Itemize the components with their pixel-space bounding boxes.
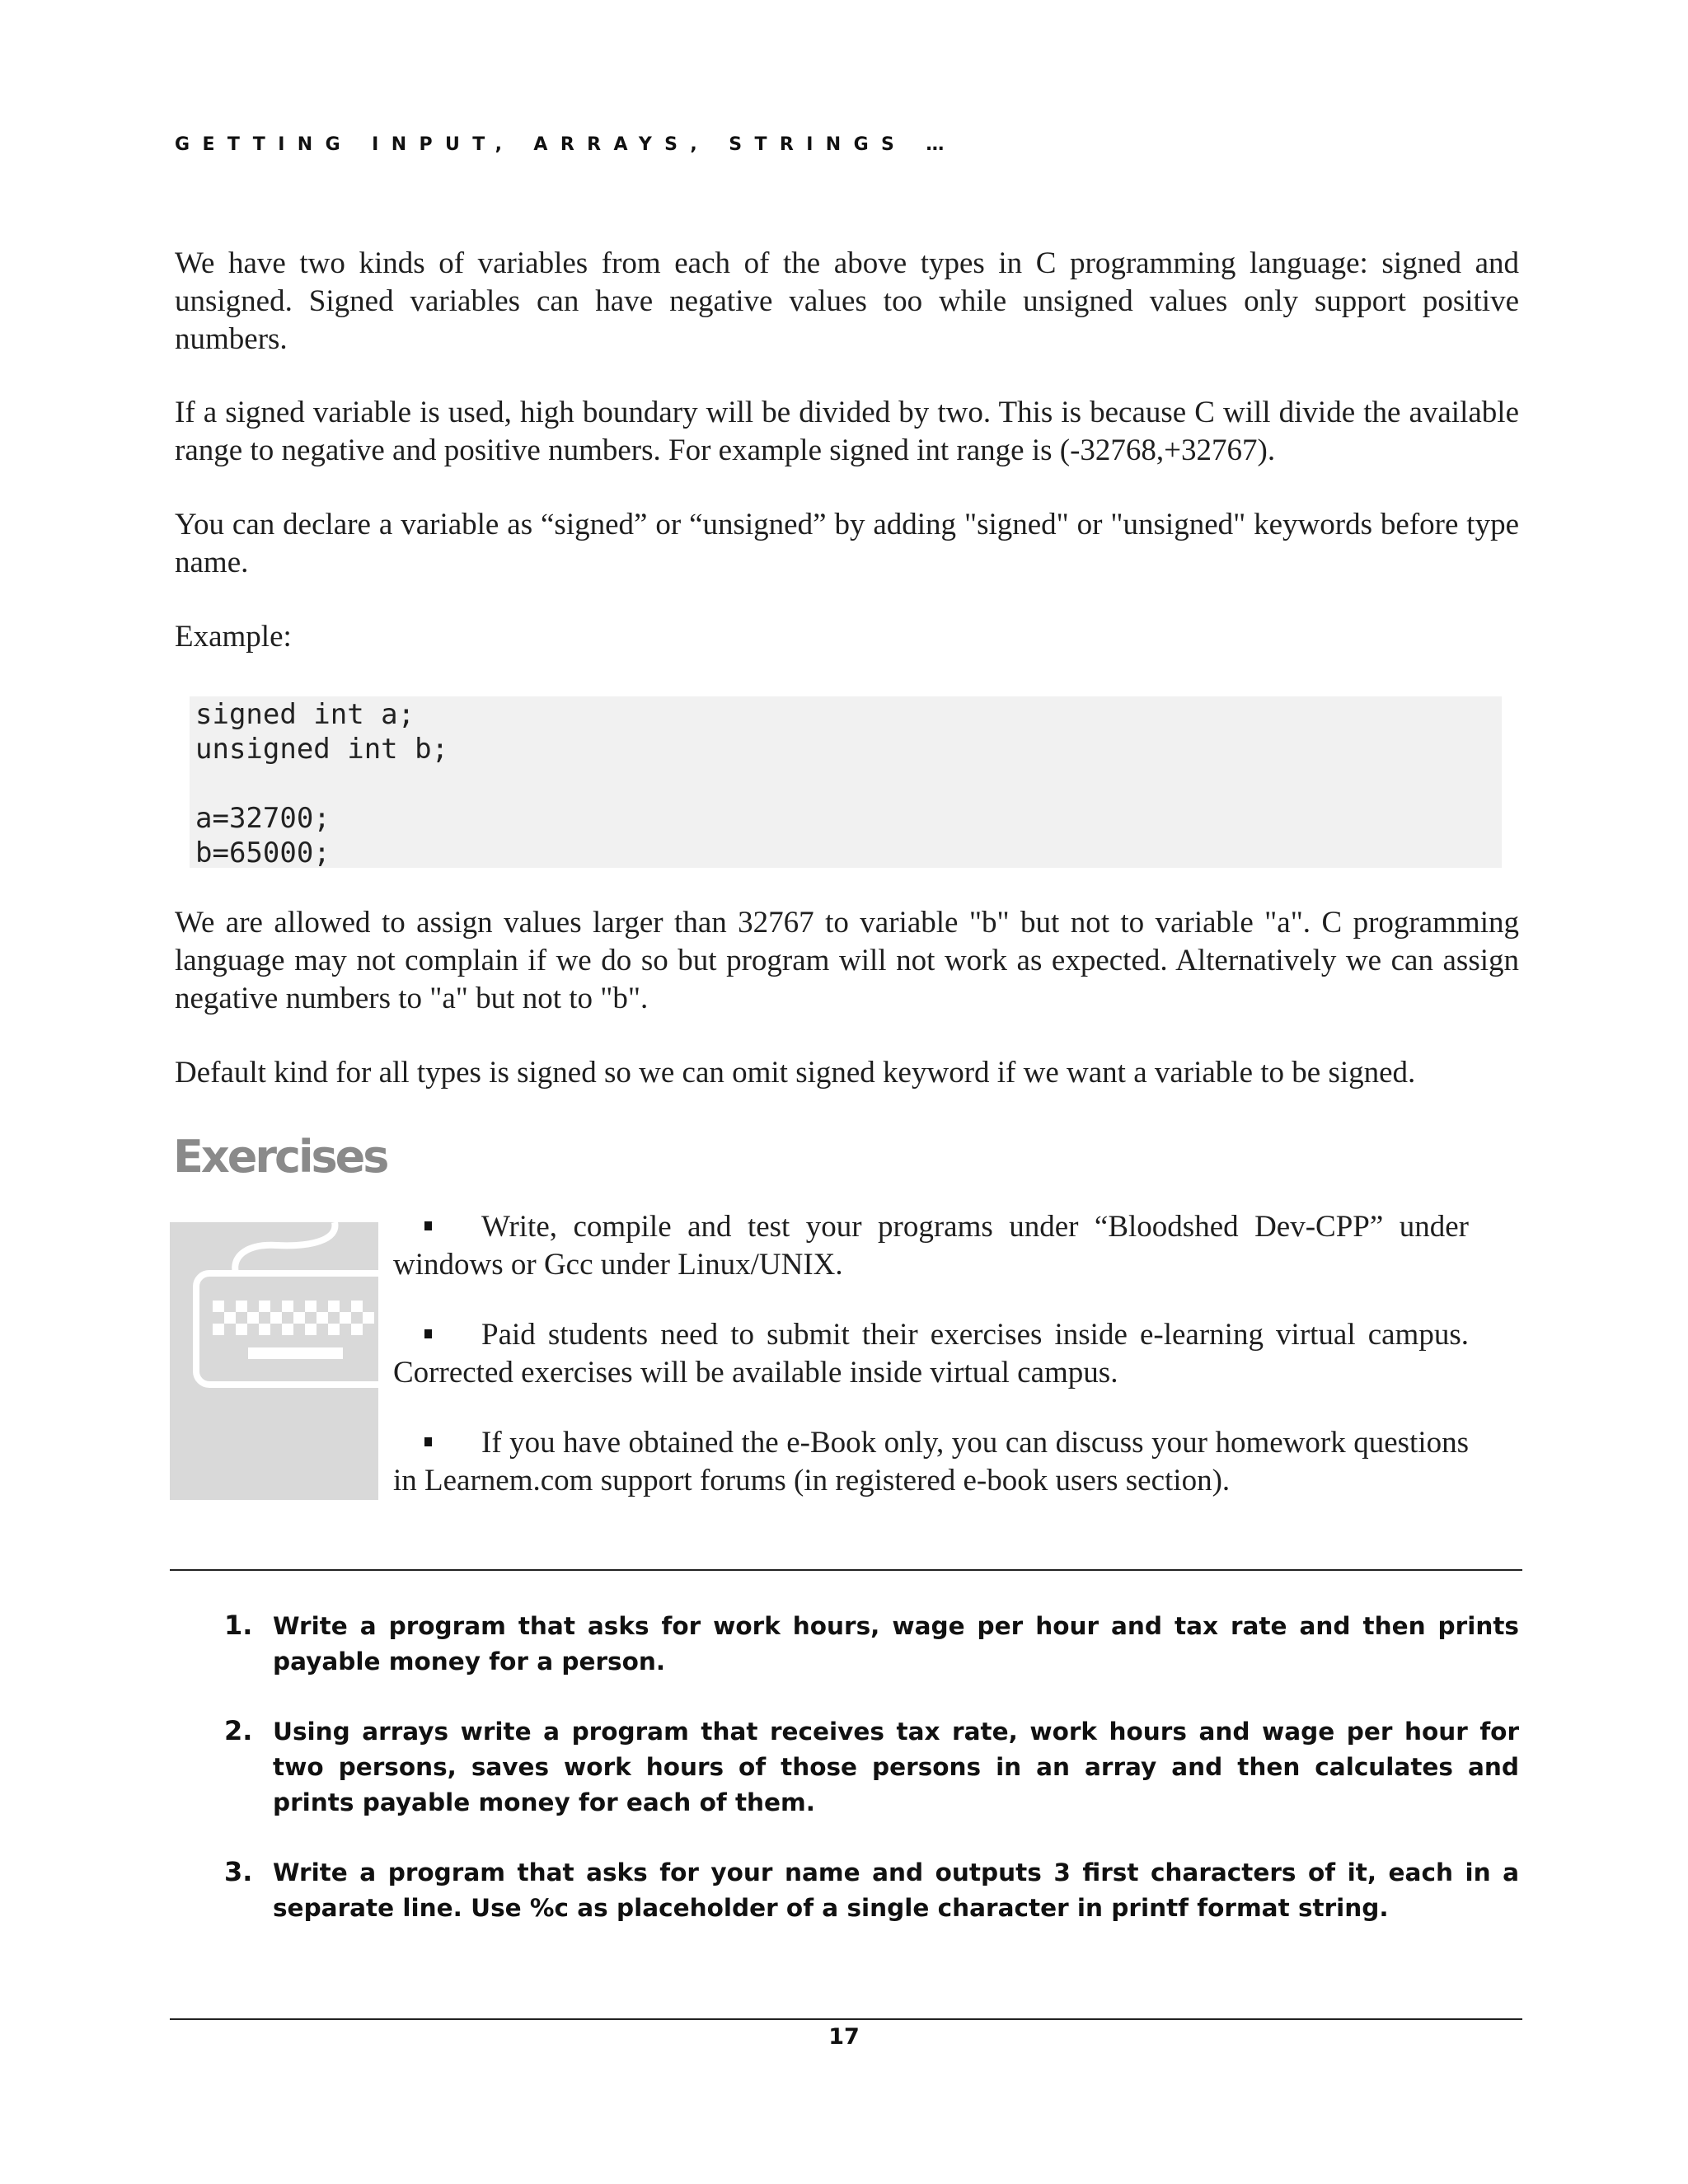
- code-line: b=65000;: [195, 837, 331, 869]
- bullet-square-icon: [424, 1329, 432, 1338]
- keyboard-icon: [170, 1222, 378, 1500]
- paragraph-declare: You can declare a variable as “signed” or “unsigned” by adding "signed" or "unsigned" keywords before type name.: [175, 508, 1519, 579]
- paragraph-example-label: Example:: [175, 620, 292, 654]
- exercise-text: Write a program that asks for work hours, wage per hour and tax rate and then prints payable money for a person.: [273, 1612, 1519, 1675]
- bullet-square-icon: [424, 1221, 432, 1230]
- exercises-heading: Exercises: [173, 1131, 387, 1183]
- exercise-number: 3.: [224, 1856, 253, 1887]
- divider: [170, 1569, 1522, 1571]
- running-header: GETTING INPUT, ARRAYS, STRINGS …: [175, 134, 957, 155]
- exercise-instruction: Paid students need to submit their exercises inside e-learning virtual campus. Corrected exercises will be available inside virtual campus.: [393, 1318, 1469, 1390]
- code-line: unsigned int b;: [195, 733, 449, 766]
- paragraph-default-kind: Default kind for all types is signed so we can omit signed keyword if we want a variable to be signed.: [175, 1056, 1416, 1090]
- exercise-text: Using arrays write a program that receives tax rate, work hours and wage per hour for two persons, saves work hours of those persons in an array and then calculates and prints payable money for each of them.: [273, 1718, 1519, 1816]
- paragraph-signed-range: If a signed variable is used, high boundary will be divided by two. This is because C will divide the available range to negative and positive numbers. For example signed int range is (-32768,+32767).: [175, 396, 1519, 467]
- code-line: signed int a;: [195, 698, 415, 731]
- exercise-instruction: Write, compile and test your programs under “Bloodshed Dev-CPP” under windows or Gcc under Linux/UNIX.: [393, 1210, 1469, 1282]
- exercise-text: Write a program that asks for your name and outputs 3 first characters of it, each in a separate line. Use %c as placeholder of a single character in printf format string.: [273, 1858, 1519, 1922]
- page-number: 17: [828, 2024, 860, 2050]
- exercise-instruction: If you have obtained the e-Book only, you can discuss your homework questions in Learnem.com support forums (in registered e-book users section).: [393, 1426, 1469, 1497]
- exercise-number: 2.: [224, 1715, 253, 1746]
- paragraph-signed-unsigned: We have two kinds of variables from each of the above types in C programming language: signed and unsigned. Signed variables can have negative values too while unsigned values only support positive numbers.: [175, 246, 1519, 356]
- footer-divider: [170, 2018, 1522, 2020]
- exercise-number: 1.: [224, 1610, 253, 1641]
- code-line: a=32700;: [195, 802, 331, 835]
- paragraph-assign-values: We are allowed to assign values larger than 32767 to variable "b" but not to variable "a". C programming language may not complain if we do so but program will not work as expected. Alternatively we can assign negative numbers to "a" but not to "b".: [175, 906, 1519, 1015]
- bullet-square-icon: [424, 1437, 432, 1446]
